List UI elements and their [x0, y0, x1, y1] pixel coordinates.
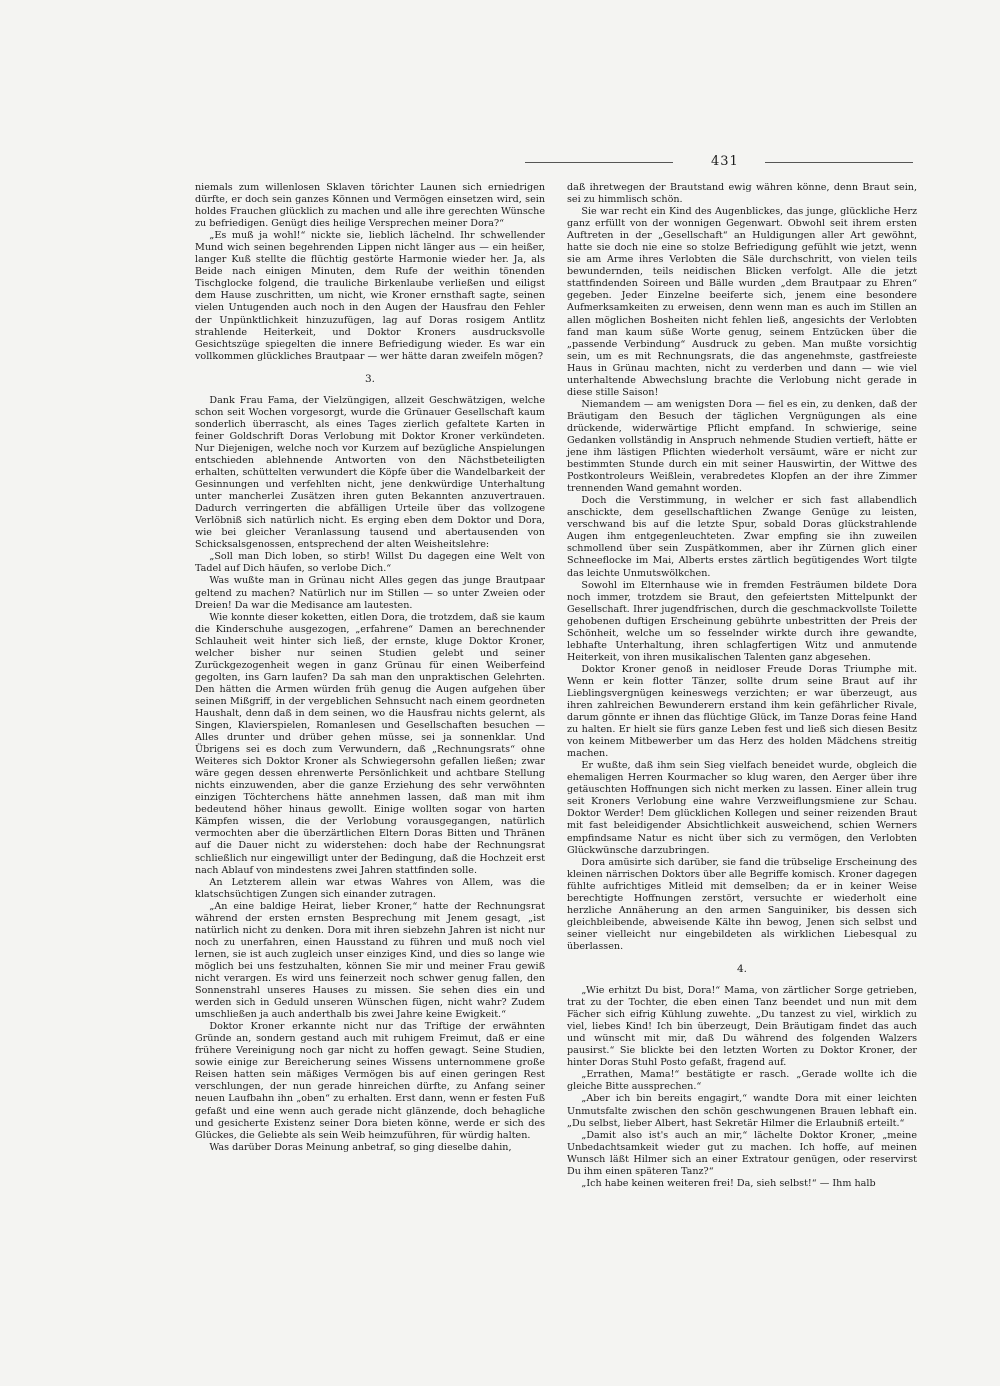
- paragraph: Was darüber Doras Meinung anbetraf, so ging dieselbe dahin,: [209, 1141, 512, 1153]
- paragraph: Dora amüsirte sich darüber, sie fand die trübselige Erscheinung des kleinen närrischen Doktors über alle Begriffe komisch. Kroner dagegen fühlte aufrichtiges Mitleid mit demselben; da er in keiner Weise berechtigte Hoffnungen zerstört, versuchte er wiederholt eine herzliche Annäherung an den armen Sanguiniker, bis dessen sich gleichbleibende, abweisende Kälte ihn bewog, Jenen sich selbst und seiner vielleicht nur eingebildeten als wirklichen Liebesqual zu überlassen.: [567, 856, 917, 952]
- paragraph: „Wie erhitzt Du bist, Dora!“ Mama, von zärtlicher Sorge getrieben, trat zu der Tochter, die eben einen Tanz beendet und nun mit dem Fächer sich eifrig Kühlung zuwehte. „Du tanzest zu viel, wirklich zu viel, liebes Kind! Ich bin überzeugt, Dein Bräutigam findet das auch und wünscht mit mir, daß Du während des folgenden Walzers pausirst.“ Sie blickte bei den letzten Worten zu Doktor Kroner, der hinter Doras Stuhl Posto gefaßt, fragend auf.: [567, 985, 917, 1069]
- paragraph: „An eine baldige Heirat, lieber Kroner,“ hatte der Rechnungsrat während der ersten ernsten Besprechung mit Jenem gesagt, „ist natürlich nicht zu denken. Dora mit ihren siebzehn Jahren ist nicht nur noch zu unerfahren, einen Hausstand zu führen und muß noch viel lernen, sie ist auch zugleich unser einziges Kind, und dies so lange wie möglich bei uns festzuhalten, können Sie mir und meiner Frau gewiß nicht verargen. Es wird uns feinerzeit noch schwer genug fallen, den Sonnenstrahl unseres Hauses zu missen. Sie sehen dies ein und werden sich in Geduld unseren Wünschen fügen, nicht wahr? Zudem umschließen ja auch anderthalb bis zwei Jahre keine Ewigkeit.“: [195, 900, 545, 1021]
- paragraph: „Soll man Dich loben, so stirb! Willst Du dagegen eine Welt von Tadel auf Dich häufen, so verlobe Dich.“: [195, 551, 545, 575]
- paragraph: Sie war recht ein Kind des Augenblickes, das junge, glückliche Herz ganz erfüllt von der wonnigen Gegenwart. Obwohl seit ihrem ersten Auftreten in der „Gesellschaft“ an Huldigungen aller Art gewöhnt, hatte sie doch nie eine so stolze Befriedigung gefühlt wie jetzt, wenn sie am Arme ihres Verlobten die Säle durchschritt, von vielen teils bewundernden, teils neidischen Blicken verfolgt. Alle die jetzt stattfindenden Soireen und Bälle wurden „dem Brautpaar zu Ehren“ gegeben. Jeder Einzelne beeiferte sich, jenem eine besondere Aufmerksamkeiten zu erweisen, denn wenn man es auch im Stillen an allen möglichen Bosheiten nicht fehlen ließ, angesichts der Verlobten fand man kaum süße Worte genug, seinem Entzücken über die „passende Verbindung“ Ausdruck zu geben. Man mußte vorsichtig sein, um es mit Rechnungsrats, die das angenehmste, gastfreieste Haus in Grünau machten, nicht zu verderben und dann — wie viel unterhaltende Abwechslung brachte die Verlobung nicht gerade in diese stille Saison!: [567, 206, 917, 398]
- paragraph: Doktor Kroner erkannte nicht nur das Triftige der erwähnten Gründe an, sondern gestand auch mit ruhigem Freimut, daß er eine frühere Vereinigung noch gar nicht zu hoffen gewagt. Seine Studien, sowie einige zur Bereicherung seines Wissens unternommene große Reisen hatten sein mäßiges Vermögen bis auf einen geringen Rest verschlungen, der nun gerade hinreichen dürfte, zu Anfang seiner neuen Laufbahn ihn „oben“ zu erhalten. Erst dann, wenn er festen Fuß gefaßt und eine wenn auch gerade nicht glänzende, doch behagliche und gesicherte Existenz seiner Dora bieten könne, werde er sich des Glückes, die Geliebte als sein Weib heimzuführen, für würdig halten.: [195, 1021, 545, 1141]
- section-heading: 4.: [736, 963, 748, 975]
- paragraph: Was wußte man in Grünau nicht Alles gegen das junge Brautpaar geltend zu machen? Natürlich nur im Stillen — so unter Zweien oder Dreien! Da war die Medisance am lautesten.: [195, 575, 545, 611]
- paragraph: An Letzterem allein war etwas Wahres von Allem, was die klatschsüchtigen Zungen sich einander zutragen.: [195, 876, 545, 900]
- header-rule-right: [765, 162, 913, 163]
- page-number: 431: [711, 154, 739, 169]
- page-header: [195, 154, 920, 170]
- right-column: [567, 182, 917, 1190]
- paragraph: Er wußte, daß ihm sein Sieg vielfach beneidet wurde, obgleich die ehemaligen Herren Kourmacher so klug waren, den Aerger über ihre getäuschten Hoffnungen sich nicht merken zu lassen. Einer allein trug seit Kroners Verlobung eine wahre Verzweiflungsmiene zur Schau. Doktor Werder! Dem glücklichen Kollegen und seiner reizenden Braut mit fast beleidigender Absichtlichkeit ausweichend, schien Werners empfindsame Natur es nicht über sich zu vermögen, den Verlobten Glückwünsche darzubringen.: [567, 760, 917, 856]
- paragraph: „Aber ich bin bereits engagirt,“ wandte Dora mit einer leichten Unmutsfalte zwischen den schön geschwungenen Brauen lebhaft ein. „Du selbst, lieber Albert, hast Sekretär Hilmer die Erlaubniß erteilt.“: [567, 1093, 917, 1129]
- header-rule-left: [525, 162, 673, 163]
- paragraph: „Ich habe keinen weiteren frei! Da, sieh selbst!“ — Ihm halb: [581, 1177, 876, 1189]
- paragraph: Dank Frau Fama, der Vielzüngigen, allzeit Geschwätzigen, welche schon seit Wochen vorgesorgt, wurde die Grünauer Gesellschaft kaum sonderlich überrascht, als eines Tages zierlich gefaltete Karten in feiner Goldschrift Doras Verlobung mit Doktor Kroner verkündeten. Nur Diejenigen, welche noch vor Kurzem auf bezügliche Anspielungen entschieden ablehnende Antworten von den Nächstbeteiligten erhalten, schüttelten verwundert die Köpfe über die Wandelbarkeit der Gesinnungen und verfehlten nicht, jene denkwürdige Unterhaltung unter mancherlei Zusätzen ihren guten Bekannten anzuvertrauen. Dadurch verringerten die abfälligen Urteile über das vollzogene Verlöbniß sich natürlich nicht. Es erging eben dem Doktor und Dora, wie bei gleicher Veranlassung tausend und abertausenden von Schicksalsgenossen, entsprechend der alten Weisheitslehre:: [195, 394, 545, 551]
- paragraph: „Es muß ja wohl!“ nickte sie, lieblich lächelnd. Ihr schwellender Mund wich seinen begehrenden Lippen nicht länger aus — ein heißer, langer Kuß stellte die flüchtig gestörte Harmonie wieder her. Ja, als Beide nach einigen Minuten, dem Rufe der weithin tönenden Tischglocke folgend, die trauliche Birkenlaube verließen und eiligst dem Hause zuschritten, um nicht, wie Kroner ernsthaft sagte, seinen vielen Untugenden auch noch in den Augen der Hausfrau den Fehler der Unpünktlichkeit hinzuzufügen, lag auf Doras rosigem Antlitz strahlende Heiterkeit, und Doktor Kroners ausdrucksvolle Gesichtszüge spiegelten die innere Befriedigung wieder. Es war ein vollkommen glückliches Brautpaar — wer hätte daran zweifeln mögen?: [195, 230, 545, 362]
- paragraph: Wie konnte dieser koketten, eitlen Dora, die trotzdem, daß sie kaum die Kinderschuhe ausgezogen, „erfahrene“ Damen an berechnender Schlauheit weit hinter sich ließ, der ernste, kluge Doktor Kroner, welcher bisher nur seinen Studien gelebt und seiner Zurückgezogenheit wegen in ganz Grünau für einen Weiberfeind gegolten, ins Garn laufen? Da sah man den unpraktischen Gelehrten. Den hätten die Armen würden früh genug die Augen aufgehen über seinen Mißgriff, in der vergeblichen Sehnsucht nach einem geordneten Haushalt, denn daß in dem seinen, wo die Hausfrau nichts gelernt, als Singen, Klavierspielen, Romanlesen und Gesellschaften besuchen — Alles drunter und drüber gehen müsse, sei ja sonnenklar. Und Übrigens sei es doch zum Verwundern, daß „Rechnungsrats“ ohne Weiteres sich Doktor Kroner als Schwiegersohn gefallen ließen; zwar wäre gegen dessen ehrenwerte Persönlichkeit und achtbare Stellung nichts einzuwenden, aber die ganze Erziehung des sehr verwöhnten einzigen Töchterchens hätte annehmen lassen, daß man mit ihm bedeutend höher hinaus gewollt. Einige wollten sogar von harten Kämpfen wissen, die der Verlobung vorausgegangen, natürlich vermochten aber die überzärtlichen Eltern Doras Bitten und Thränen auf die Dauer nicht zu widerstehen: doch habe der Rechnungsrat schließlich nur eingewilligt unter der Bedingung, daß die Hochzeit erst nach Ablauf von mindestens zwei Jahren stattfinden solle.: [195, 611, 545, 876]
- paragraph: Doch die Verstimmung, in welcher er sich fast allabendlich anschickte, dem gesellschaftlichen Zwange Genüge zu leisten, verschwand bis auf die letzte Spur, sobald Doras glückstrahlende Augen ihm entgegenleuchteten. Zwar empfing sie ihn zuweilen schmollend über sein Zuspätkommen, aber ihr Zürnen glich einer Schneeflocke im Mai, Alberts erstes zärtlich begütigendes Wort tilgte das leichte Unmutswölkchen.: [567, 495, 917, 579]
- left-column: [195, 182, 545, 1154]
- paragraph: „Damit also ist's auch an mir,“ lächelte Doktor Kroner, „meine Unbedachtsamkeit wieder gut zu machen. Ich hoffe, auf meinen Wunsch läßt Hilmer sich an einer Extratour genügen, oder reservirst Du ihm einen späteren Tanz?“: [567, 1129, 917, 1177]
- paragraph: daß ihretwegen der Brautstand ewig währen könne, denn Braut sein, sei zu himmlisch schön.: [567, 182, 917, 206]
- section-heading: 3.: [364, 372, 376, 385]
- paragraph: Doktor Kroner genoß in neidloser Freude Doras Triumphe mit. Wenn er kein flotter Tänzer, sollte drum seine Braut auf ihr Lieblingsvergnügen keineswegs verzichten; er war überzeugt, aus ihren zahlreichen Bewunderern erstand ihm kein gefährlicher Rivale, darum gönnte er ihnen das flüchtige Glück, im Tanze Doras feine Hand zu halten. Er hielt sie fürs ganze Leben fest und ließ sich diesen Besitz von keinem Mitbewerber um das Herz des holden Mädchens streitig machen.: [567, 663, 917, 760]
- paragraph: Sowohl im Elternhause wie in fremden Festräumen bildete Dora noch immer, trotzdem sie Braut, den gefeiertsten Mittelpunkt der Gesellschaft. Ihrer jugendfrischen, durch die geschmackvollste Toilette gehobenen duftigen Erscheinung gebührte unbestritten der Preis der Schönheit, welche um so fesselnder wirkte durch ihre gewandte, lebhafte Unterhaltung, ihren schlagfertigen Witz und anmutende Heiterkeit, von ihren musikalischen Talenten ganz abgesehen.: [567, 579, 917, 663]
- paragraph: „Errathen, Mama!“ bestätigte er rasch. „Gerade wollte ich die gleiche Bitte aussprechen.“: [567, 1069, 917, 1093]
- paragraph: niemals zum willenlosen Sklaven törichter Launen sich erniedrigen dürfte, er doch sein ganzes Können und Vermögen einsetzen wird, sein holdes Frauchen glücklich zu machen und alle ihre gerechten Wünsche zu befriedigen. Genügt dies heilige Versprechen meiner Dora?“: [195, 182, 545, 230]
- paragraph: Niemandem — am wenigsten Dora — fiel es ein, zu denken, daß der Bräutigam den Besuch der täglichen Vergnügungen als eine drückende, widerwärtige Pflicht empfand. In schwierige, seine Gedanken vollständig in Anspruch nehmende Studien vertieft, hätte er jene ihm lästigen Pflichten wiederholt versäumt, wäre er nicht zur bestimmten Stunde durch ein mit seiner Hauswirtin, der Wittwe des Postkontroleurs Weißlein, verabredetes Klopfen an der ihre Zimmer trennenden Wand gemahnt worden.: [567, 398, 917, 495]
